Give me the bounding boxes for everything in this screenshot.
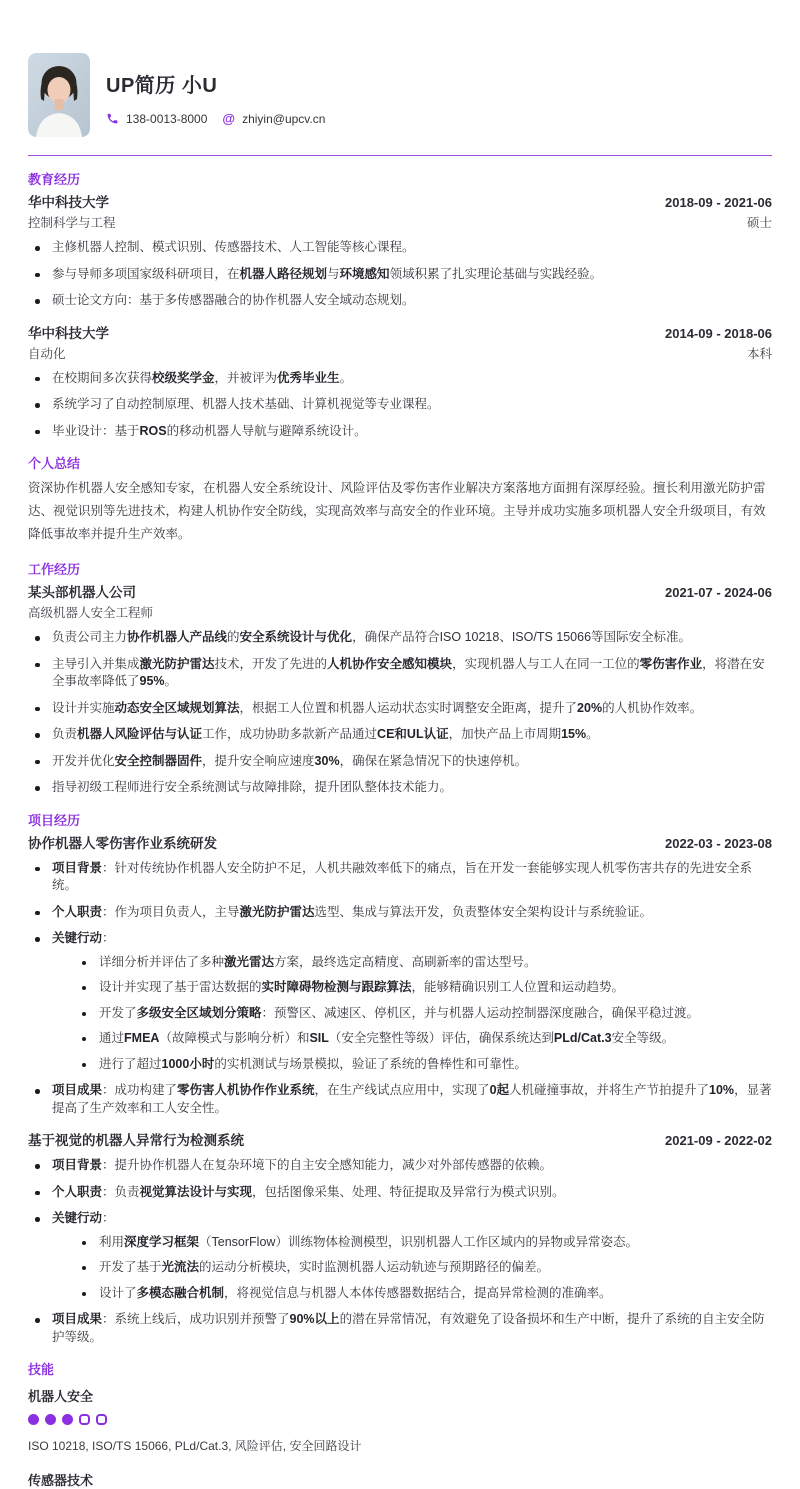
education-entry [28, 191, 772, 310]
portrait-illustration [28, 53, 90, 137]
project-name: 基于视觉的机器人异常行为检测系统 [28, 1133, 244, 1149]
project-entry-head [28, 1129, 772, 1149]
work-bullet-list [28, 629, 772, 797]
bullet-item: 关键行动： 详细分析并评估了多种激光雷达方案，最终选定高精度、高刷新率的雷达型号。 设计并实现了基于雷达数据的实时障碍物检测与跟踪算法，能够精确识别工人位置和运动趋势。 开发了多级安全区域划分策略：预警区、减速区、停机区，并与机器人运动控制器深度融合，确保平稳过渡。 通过FMEA（故障模式与影响分析）和SIL（安全完整性等级）评估，确保系统达到PLd/Cat.3安全等级。 进行了超过1000小时的实机测试与场景模拟，验证了系统的鲁棒性和可靠性。 [28, 930, 772, 1073]
project-entries [28, 832, 772, 1347]
education-title: 教育经历 [28, 172, 81, 187]
bullet-item: 项目成果：系统上线后，成功识别并预警了90%以上的潜在异常情况，有效避免了设备损坏和生产中断，提升了系统的自主安全防护等级。 [28, 1311, 772, 1346]
bullet-item: 关键行动： 利用深度学习框架（TensorFlow）训练物体检测模型，识别机器人工作区域内的异物或异常姿态。 开发了基于光流法的运动分析模块，实时监测机器人运动轨迹与预期路径的偏差。 设计了多模态融合机制，将视觉信息与机器人本体传感器数据结合，提高异常检测的准确率。 [28, 1210, 772, 1302]
bullet-item: 个人职责：负责视觉算法设计与实现，包括图像采集、处理、特征提取及异常行为模式识别。 [28, 1184, 772, 1202]
section-skills [28, 1359, 772, 1489]
candidate-name: UP简历 小U [106, 75, 218, 97]
work-dates: 2021-07 - 2024-06 [665, 585, 772, 601]
bullet-item: 项目背景：针对传统协作机器人安全防护不足，人机共融效率低下的痛点，旨在开发一套能够实现人机零伤害共存的先进安全系统。 [28, 860, 772, 895]
project-entry [28, 832, 772, 1118]
level-dot-filled [45, 1414, 56, 1425]
project-entry [28, 1129, 772, 1346]
work-entry-head [28, 581, 772, 601]
degree-label: 硕士 [746, 216, 772, 230]
skills-title: 技能 [28, 1362, 55, 1378]
bullet-item: 负责公司主力协作机器人产品线的安全系统设计与优化，确保产品符合ISO 10218、ISO/TS 15066等国际安全标准。 [28, 629, 772, 647]
work-entry [28, 581, 772, 797]
project-entry-head [28, 832, 772, 852]
bullet-item: 指导初级工程师进行安全系统测试与故障排除，提升团队整体技术能力。 [28, 779, 772, 797]
bullet-item: 开发并优化安全控制器固件，提升安全响应速度30%，确保在紧急情况下的快速停机。 [28, 753, 772, 771]
bullet-item: 详细分析并评估了多种激光雷达方案，最终选定高精度、高刷新率的雷达型号。 [75, 954, 772, 972]
phone-number: 138-0013-8000 [126, 111, 208, 126]
email-icon: @ [222, 111, 236, 126]
project-sub-bullet-list [75, 1234, 772, 1303]
level-dot-filled [62, 1414, 73, 1425]
skill-keywords: ISO 10218, ISO/TS 15066, PLd/Cat.3, 风险评估, 安全回路设计 [28, 1439, 362, 1454]
education-entries [28, 191, 772, 440]
work-entry-sub [28, 603, 772, 621]
major-name: 自动化 [28, 346, 66, 361]
bullet-item: 项目成果：成功构建了零伤害人机协作作业系统，在生产线试点应用中，实现了0起人机碰撞事故，并将生产节拍提升了10%，显著提高了生产效率和工人安全性。 [28, 1082, 772, 1117]
bullet-item: 开发了基于光流法的运动分析模块，实时监测机器人运动轨迹与预期路径的偏差。 [75, 1259, 772, 1277]
bullet-item: 毕业设计：基于ROS的移动机器人导航与避障系统设计。 [28, 423, 772, 441]
bullet-item: 开发了多级安全区域划分策略：预警区、减速区、停机区，并与机器人运动控制器深度融合，确保平稳过渡。 [75, 1005, 772, 1023]
bullet-item: 利用深度学习框架（TensorFlow）训练物体检测模型，识别机器人工作区域内的异物或异常姿态。 [75, 1234, 772, 1252]
bullet-item: 通过FMEA（故障模式与影响分析）和SIL（安全完整性等级）评估，确保系统达到PLd/Cat.3安全等级。 [75, 1030, 772, 1048]
education-entry-head [28, 191, 772, 211]
education-bullet-list [28, 239, 772, 310]
bullet-item: 负责机器人风险评估与认证工作，成功协助多款新产品通过CE和UL认证，加快产品上市周期15%。 [28, 726, 772, 744]
skill-name: 机器人安全 [28, 1389, 94, 1405]
school-name: 华中科技大学 [28, 195, 109, 210]
bullet-item: 在校期间多次获得校级奖学金，并被评为优秀毕业生。 [28, 370, 772, 388]
school-name: 华中科技大学 [28, 325, 109, 341]
bullet-item: 进行了超过1000小时的实机测试与场景模拟，验证了系统的鲁棒性和可靠性。 [75, 1056, 772, 1074]
bullet-item: 主导引入并集成激光防护雷达技术，开发了先进的人机协作安全感知模块，实现机器人与工人在同一工位的零伤害作业，将潜在安全事故率降低了95%。 [28, 656, 772, 691]
skill-item [28, 1470, 772, 1489]
summary-text: 资深协作机器人安全感知专家，在机器人安全系统设计、风险评估及零伤害作业解决方案落地方面拥有深厚经验。擅长利用激光防护雷达、视觉识别等先进技术，构建人机协作安全防线，实现高效率与高安全的作业环境。主导并成功实施多项机器人安全升级项目，有效降低事故率并提升生产效率。 [28, 481, 766, 542]
section-education [28, 169, 772, 440]
education-entry [28, 322, 772, 441]
company-name: 某头部机器人公司 [28, 585, 136, 601]
skill-level-dots [28, 1414, 772, 1425]
education-bullet-list [28, 370, 772, 441]
section-work [28, 559, 772, 797]
projects-title: 项目经历 [28, 812, 81, 828]
bullet-item: 项目背景：提升协作机器人在复杂环境下的自主安全感知能力，减少对外部传感器的依赖。 [28, 1157, 772, 1175]
bullet-item: 硕士论文方向：基于多传感器融合的协作机器人安全域动态规划。 [28, 292, 772, 310]
job-role: 高级机器人安全工程师 [28, 606, 154, 621]
project-bullet-list [28, 1157, 772, 1346]
project-name: 协作机器人零伤害作业系统研发 [28, 835, 217, 851]
skill-name: 传感器技术 [28, 1473, 94, 1489]
education-entry-sub [28, 344, 772, 362]
phone-icon [106, 112, 119, 125]
contact-row [106, 111, 325, 126]
education-dates: 2018-09 - 2021-06 [665, 195, 772, 210]
bullet-item: 设计并实现了基于雷达数据的实时障碍物检测与跟踪算法，能够精确识别工人位置和运动趋势。 [75, 979, 772, 997]
resume-header [28, 0, 772, 137]
education-dates: 2014-09 - 2018-06 [665, 325, 772, 341]
level-dot-filled [28, 1414, 39, 1425]
project-dates: 2022-03 - 2023-08 [665, 835, 772, 851]
project-bullet-list [28, 860, 772, 1118]
level-dot-empty [79, 1414, 90, 1425]
project-dates: 2021-09 - 2022-02 [665, 1133, 772, 1149]
bullet-item: 设计并实施动态安全区域规划算法，根据工人位置和机器人运动状态实时调整安全距离，提升了20%的人机协作效率。 [28, 700, 772, 718]
bullet-item: 设计了多模态融合机制，将视觉信息与机器人本体传感器数据结合，提高异常检测的准确率。 [75, 1285, 772, 1303]
email-address: zhiyin@upcv.cn [242, 111, 326, 126]
level-dot-empty [96, 1414, 107, 1425]
profile-photo [28, 53, 90, 137]
bullet-item: 系统学习了自动控制原理、机器人技术基础、计算机视觉等专业课程。 [28, 396, 772, 414]
summary-title: 个人总结 [28, 456, 81, 471]
major-name: 控制科学与工程 [28, 216, 116, 230]
work-title: 工作经历 [28, 562, 81, 578]
bullet-item: 参与导师多项国家级科研项目，在机器人路径规划与环境感知领域积累了扎实理论基础与实践经验。 [28, 266, 772, 284]
education-entry-sub [28, 213, 772, 231]
skill-items [28, 1386, 772, 1489]
section-summary [28, 453, 772, 546]
section-projects [28, 810, 772, 1347]
header-divider [28, 155, 772, 156]
degree-label: 本科 [746, 346, 772, 361]
bullet-item: 主修机器人控制、模式识别、传感器技术、人工智能等核心课程。 [28, 239, 772, 257]
project-sub-bullet-list [75, 954, 772, 1074]
skill-item [28, 1386, 772, 1454]
bullet-item: 个人职责：作为项目负责人，主导激光防护雷达选型、集成与算法开发，负责整体安全架构设计与系统验证。 [28, 904, 772, 922]
education-entry-head [28, 322, 772, 342]
